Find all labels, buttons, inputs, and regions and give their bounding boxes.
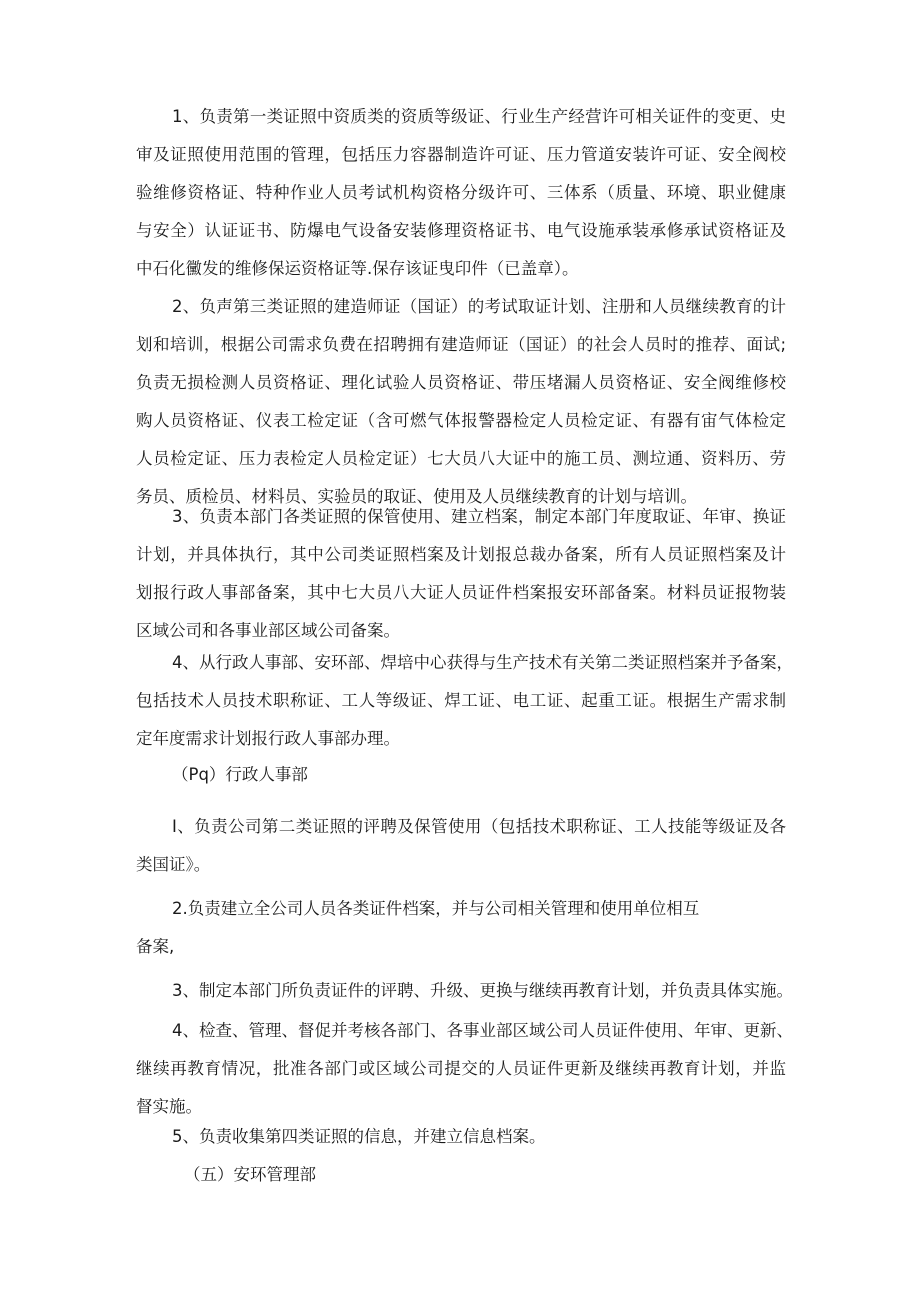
text-line: 5、负责收集第四类证照的信息，并建立信息档案。: [172, 1127, 546, 1146]
text-line: I、负责公司第二类证照的评聘及保管使用（包括技术职称证、工人技能等级证及各: [172, 817, 786, 836]
text-line: 2、负声第三类证照的建造师证（国证）的考试取证计划、注册和人员继续教育的计: [172, 297, 786, 316]
text-line: 包括技术人员技术职称证、工人等级证、焊工证、电工证、起重工证。根据生产需求制: [136, 691, 786, 710]
text-line: 区域公司和各事业部区域公司备案。: [136, 621, 400, 640]
paragraph-4: [136, 644, 793, 758]
text-line: 划和培训，根据公司需求负费在招聘拥有建造师证（国证）的社会人员时的推荐、面试;: [136, 335, 786, 354]
text-line: 3、制定本部门所负责证件的评聘、升级、更换与继续再教育计划，并负责具体实施。: [172, 981, 793, 1000]
text-line: 督实施。: [136, 1097, 202, 1116]
text-line: 4、从行政人事部、安环部、焊培中心获得与生产技术有关第二类证照档案并予备案，: [172, 653, 793, 672]
text-line: 务员、质检员、材料员、实验员的取证、使用及人员继续教育的计划与培训。: [136, 487, 697, 506]
text-line: 定年度需求计划报行政人事部办理。: [136, 729, 400, 748]
text-line: 划报行政人事部备案，其中七大员八大证人员证件档案报安环部备案。材料员证报物装: [136, 583, 786, 602]
text-line: 3、负责本部门各类证照的保管使用、建立档案，制定本部门年度取证、年审、换证: [172, 507, 786, 526]
section-heading-administration: （Pq）行政人事部: [172, 765, 308, 784]
paragraph-6: [136, 890, 786, 928]
text-line: 计划，并具体执行，其中公司类证照档案及计划报总裁办备案，所有人员证照档案及计: [136, 545, 786, 564]
text-line: 人员检定证、压力表检定人员检定证）七大员八大证中的施工员、测垃通、资料历、劳: [136, 449, 786, 468]
text-line: 负责无损检测人员资格证、理化试验人员资格证、带压堵漏人员资格证、安全阀维修校: [136, 373, 786, 392]
text-line: 与安全）认证证书、防爆电气设备安装修理资格证书、电气设施承装承修承试资格证及: [136, 221, 786, 240]
paragraph-7: [136, 972, 793, 1010]
paragraph-5: [136, 808, 786, 884]
text-line: 类国证》。: [136, 855, 211, 874]
text-line: 1、负责第一类证照中资质类的资质等级证、行业生产经营许可相关证件的变更、史: [172, 107, 786, 126]
paragraph-8: [136, 1012, 793, 1126]
paragraph-1: [136, 98, 786, 288]
paragraph-2: [136, 288, 786, 516]
paragraph-9: [136, 1118, 786, 1156]
text-line: 4、检查、管理、督促并考核各部门、各事业部区域公司人员证件使用、年审、更新、: [172, 1021, 793, 1040]
paragraph-3: [136, 498, 786, 650]
text-line: 验维修资格证、特种作业人员考试机构资格分级许可、三体系（质量、环境、职业健康: [136, 183, 786, 202]
text-line: 中石化黴发的维修保运资格证等.保存该证曳印件（已盖章）。: [136, 259, 579, 278]
text-line: 备案,: [136, 937, 175, 956]
text-line: 购人员资格证、仪表工检定证（含可燃气体报警器检定人员检定证、有器有宙气体检定: [136, 411, 786, 430]
paragraph-6-continuation: [136, 928, 786, 966]
section-heading-safety: （五）安环管理部: [184, 1165, 316, 1184]
text-line: 继续再教育情况，批准各部门或区域公司提交的人员证件更新及继续再教育计划，并监: [136, 1059, 786, 1078]
text-line: 审及证照使用范围的管理，包括压力容器制造许可证、压力管道安装许可证、安全阀校: [136, 145, 786, 164]
text-line: 2.负责建立全公司人员各类证件档案，并与公司相关管理和使用单位相互: [172, 899, 700, 918]
